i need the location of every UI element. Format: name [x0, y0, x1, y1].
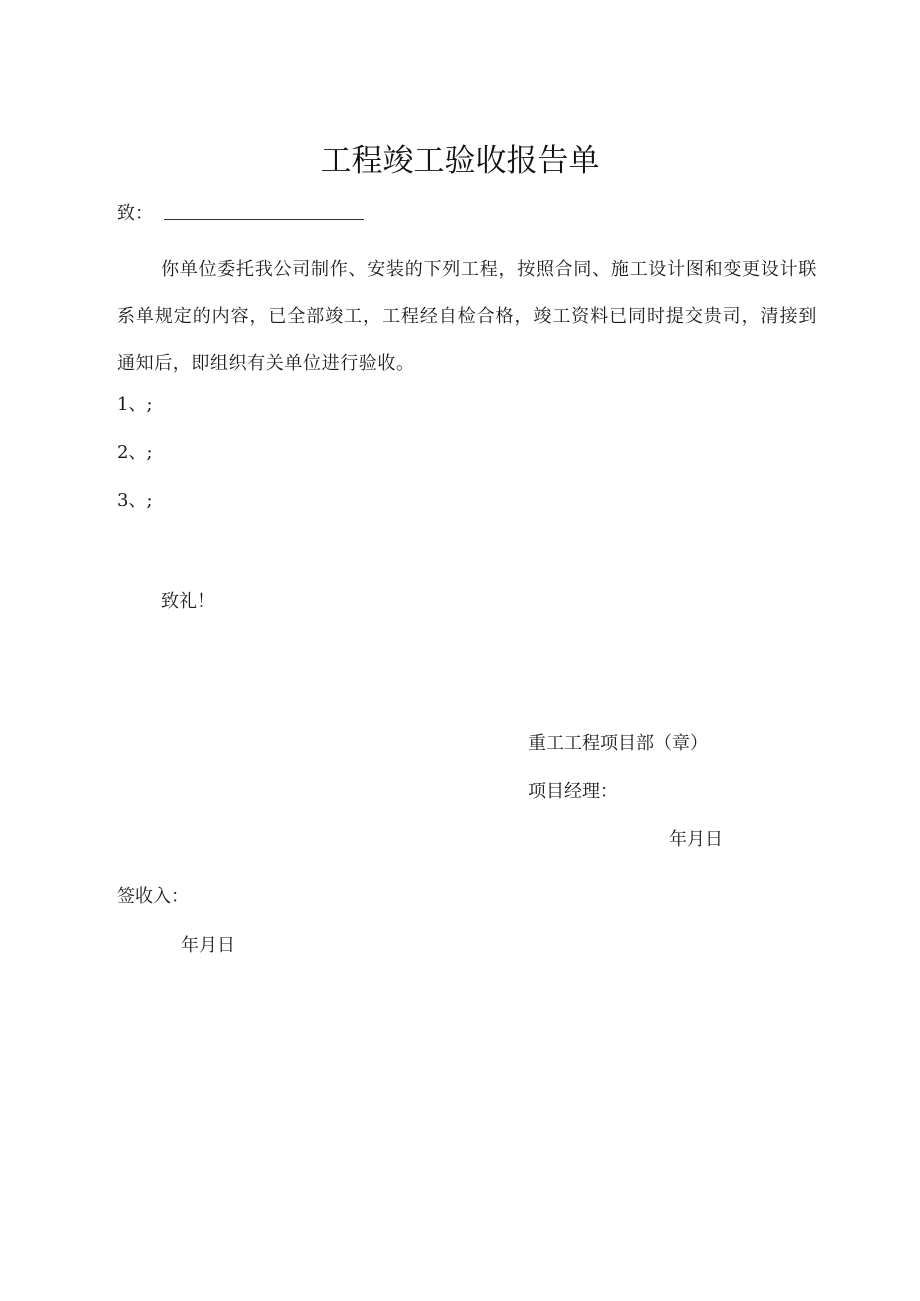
body-paragraph: 你单位委托我公司制作、安装的下列工程，按照合同、施工设计图和变更设计联系单规定的内容，已全部竣工，工程经自检合格，竣工资料已同时提交贵司，清接到通知后，即组织有关单位进行验收。 [117, 259, 817, 374]
addressee-label: 致： [117, 203, 153, 224]
project-manager-label: 项目经理： [528, 781, 618, 802]
date-left: 年月日 [181, 935, 235, 956]
list-item-2: 2、; [117, 442, 153, 463]
addressee-blank-line [164, 219, 364, 220]
closing-regards: 致礼！ [161, 591, 215, 612]
department-signature: 重工工程项目部（章） [528, 733, 708, 754]
list-item-3: 3、; [117, 490, 153, 511]
receiver-label: 签收入： [117, 886, 189, 907]
document-title: 工程竣工验收报告单 [320, 143, 600, 179]
list-item-1: 1、; [117, 394, 153, 415]
date-right: 年月日 [669, 829, 723, 850]
